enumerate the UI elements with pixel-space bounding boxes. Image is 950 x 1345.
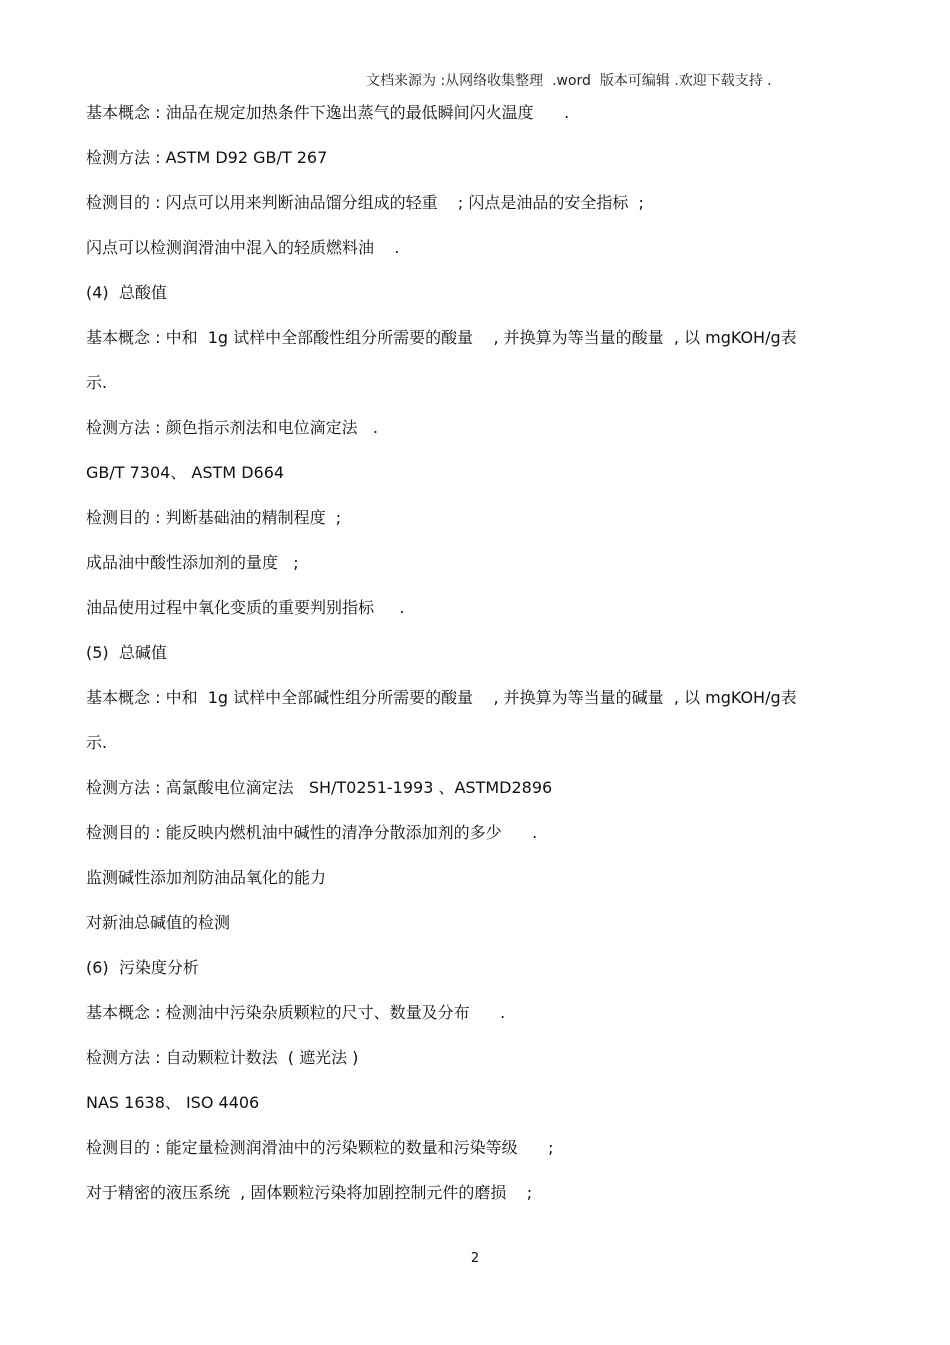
text-line: 成品油中酸性添加剂的量度 ; xyxy=(86,553,299,572)
text-line: 示. xyxy=(86,373,108,392)
text-line: 基本概念 : 中和 1g 试样中全部碱性组分所需要的酸量 , 并换算为等当量的碱量 , 以 mgKOH/g表 xyxy=(86,688,797,707)
text-line: 检测方法 : ASTM D92 GB/T 267 xyxy=(86,148,328,167)
text-line: 检测方法 : 自动颗粒计数法 ( 遮光法 ) xyxy=(86,1048,359,1067)
text-line: 检测方法 : 高氯酸电位滴定法 SH/T0251-1993 、ASTMD2896 xyxy=(86,778,553,797)
text-line: NAS 1638、 ISO 4406 xyxy=(86,1093,260,1112)
section-heading: (4) 总酸值 xyxy=(86,283,167,302)
text-line: 基本概念 : 检测油中污染杂质颗粒的尺寸、数量及分布 . xyxy=(86,1003,506,1022)
text-line: 检测目的 : 判断基础油的精制程度 ; xyxy=(86,508,342,527)
text-line: 示. xyxy=(86,733,108,752)
text-line: 检测目的 : 能定量检测润滑油中的污染颗粒的数量和污染等级 ; xyxy=(86,1138,554,1157)
text-line: GB/T 7304、 ASTM D664 xyxy=(86,463,285,482)
text-line: 基本概念 : 中和 1g 试样中全部酸性组分所需要的酸量 , 并换算为等当量的酸量 , 以 mgKOH/g表 xyxy=(86,328,797,347)
text-line: 闪点可以检测润滑油中混入的轻质燃料油 . xyxy=(86,238,400,257)
text-line: 检测目的 : 闪点可以用来判断油品馏分组成的轻重 ; 闪点是油品的安全指标 ; xyxy=(86,193,644,212)
text-line: 检测目的 : 能反映内燃机油中碱性的清净分散添加剂的多少 . xyxy=(86,823,538,842)
document-body xyxy=(86,90,876,1215)
text-line: 检测方法 : 颜色指示剂法和电位滴定法 . xyxy=(86,418,378,437)
page-number: 2 xyxy=(470,1251,480,1266)
page-header-source-note: 文档来源为 :从网络收集整理 .word 版本可编辑 .欢迎下载支持 . xyxy=(366,73,772,89)
section-heading: (6) 污染度分析 xyxy=(86,958,199,977)
text-line: 对新油总碱值的检测 xyxy=(86,913,231,932)
text-line: 对于精密的液压系统 , 固体颗粒污染将加剧控制元件的磨损 ; xyxy=(86,1183,533,1202)
section-heading: (5) 总碱值 xyxy=(86,643,167,662)
text-line: 油品使用过程中氧化变质的重要判别指标 . xyxy=(86,598,405,617)
text-line: 监测碱性添加剂防油品氧化的能力 xyxy=(86,868,327,887)
text-line: 基本概念 : 油品在规定加热条件下逸出蒸气的最低瞬间闪火温度 . xyxy=(86,103,570,122)
